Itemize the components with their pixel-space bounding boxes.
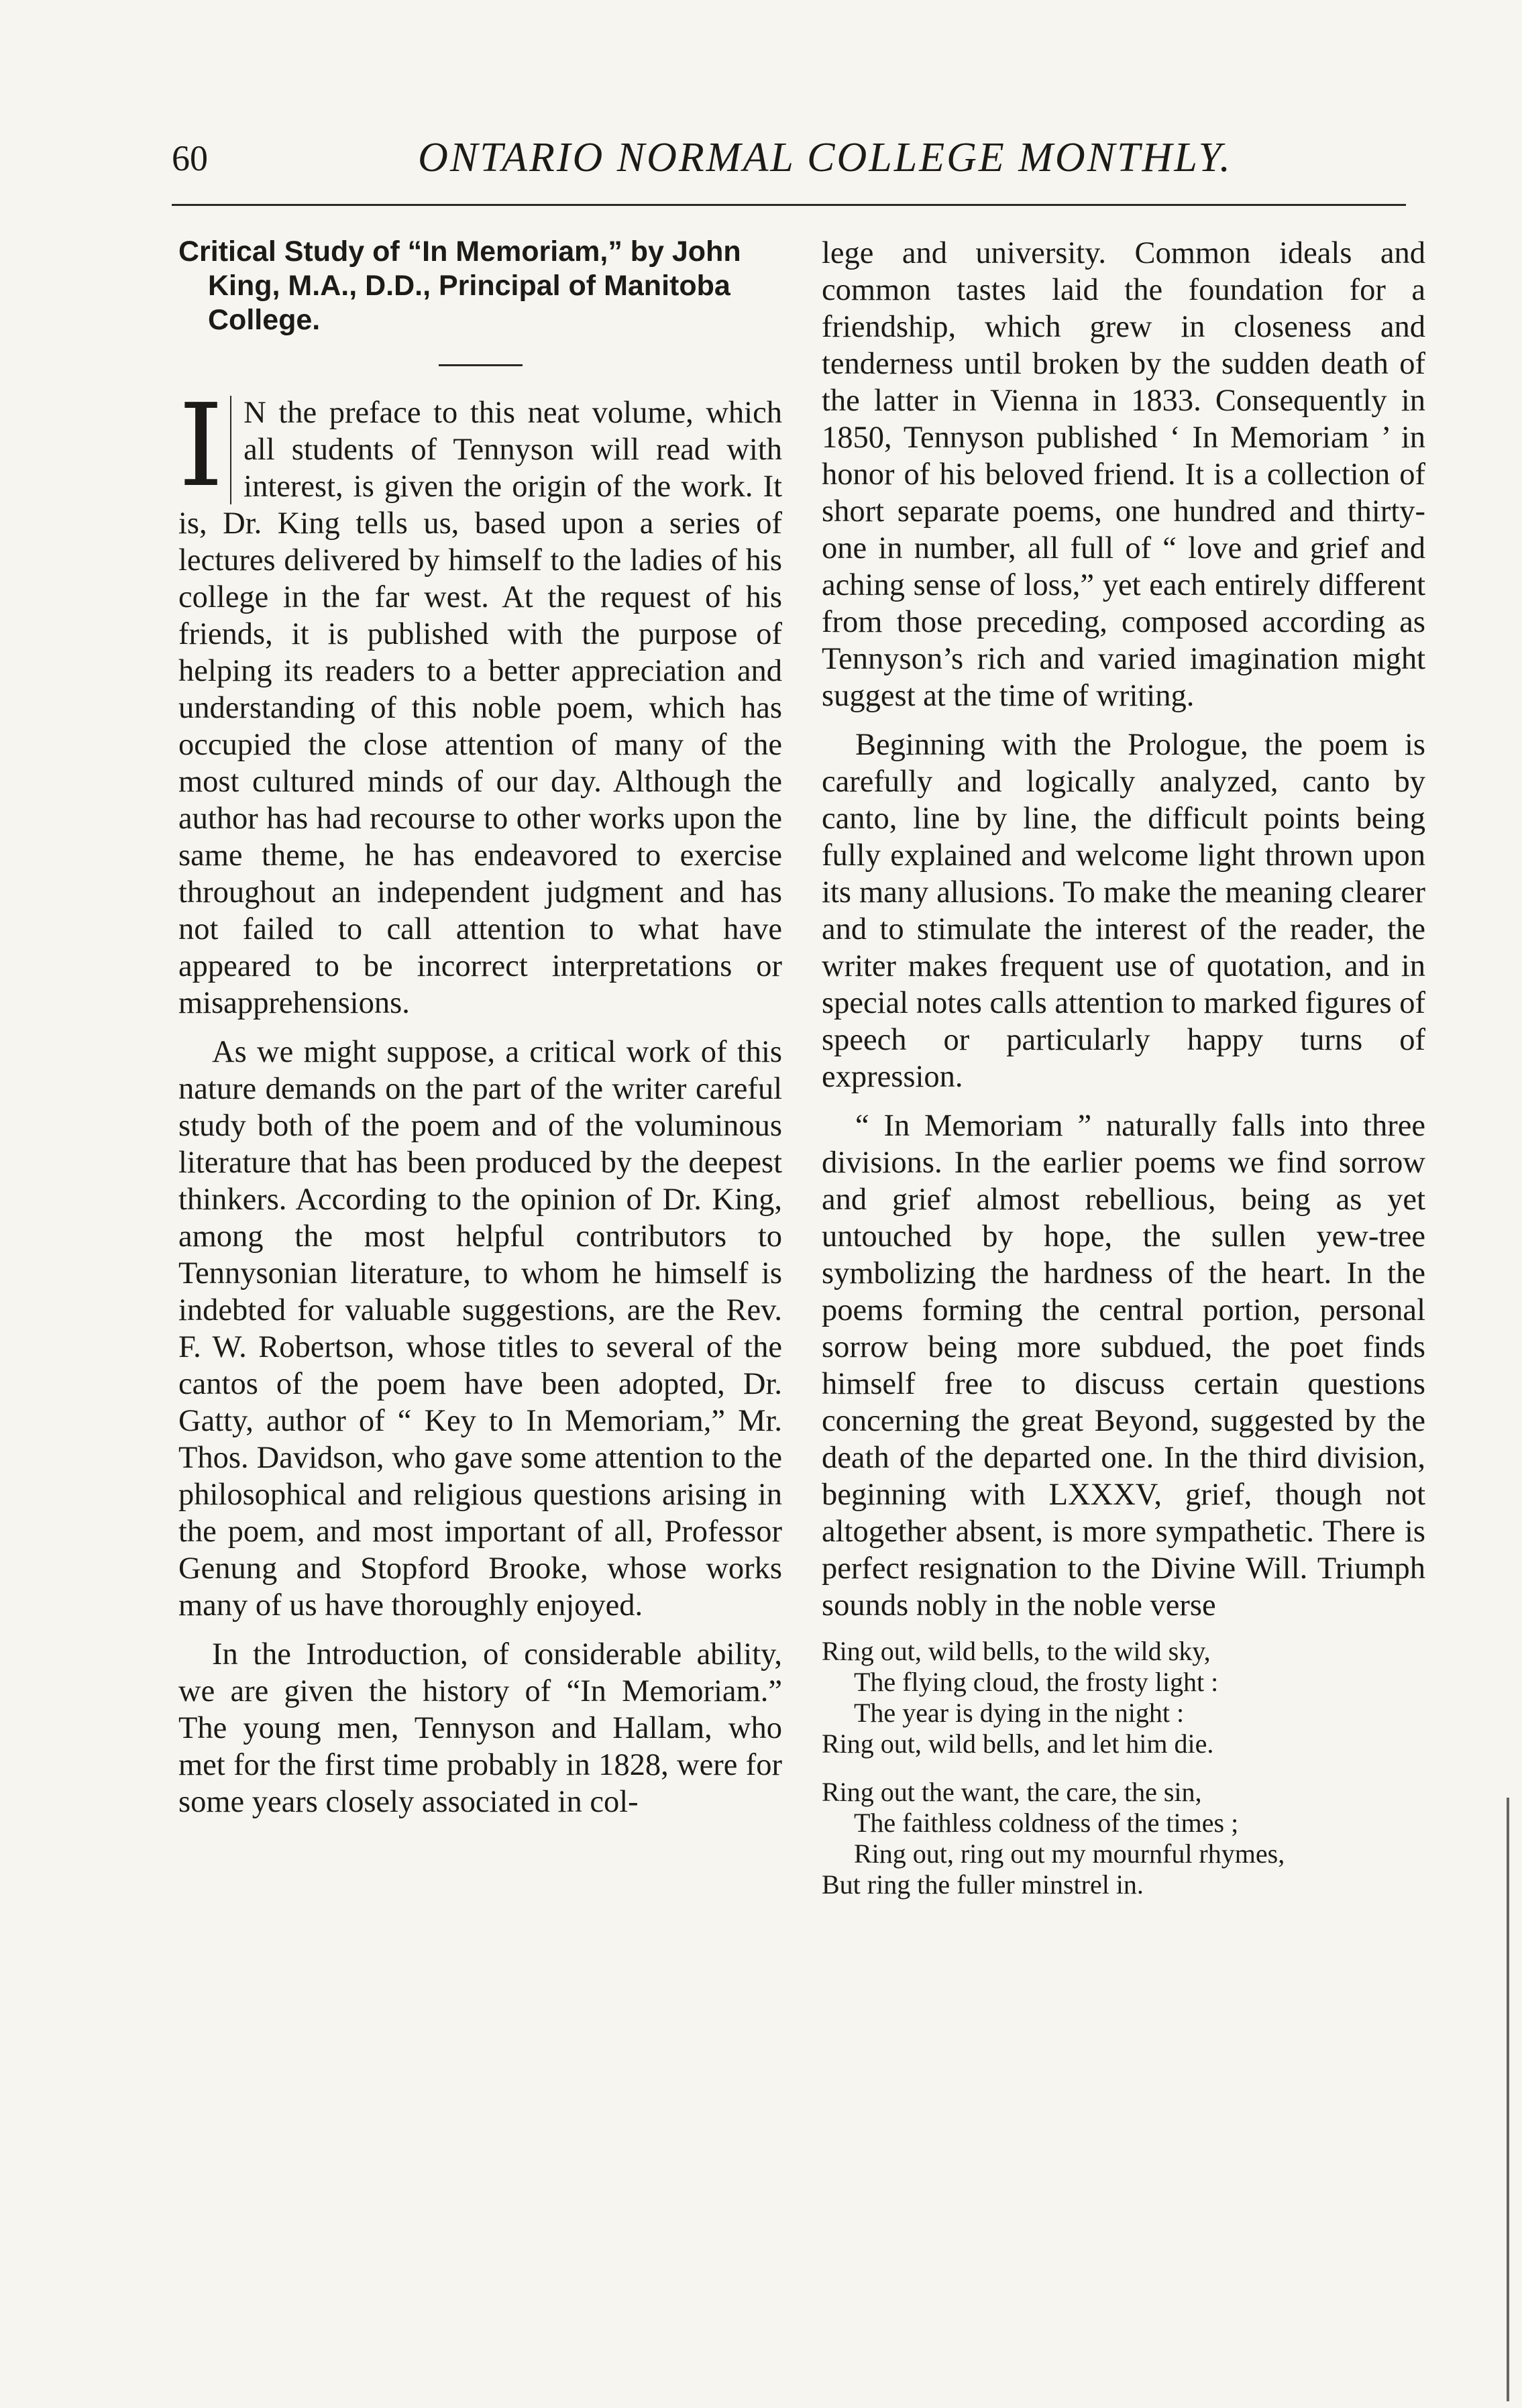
heading-rule [439,364,523,366]
stanza-2 [822,1777,1425,1900]
page-edge-shadow [1507,1798,1509,2401]
paragraph-4: Beginning with the Prologue, the poem is carefully and logically analyzed, canto by canto, line by line, the difficult points being fully explained and welcome light thrown upon its many allusions. To make the meaning clearer and to stimulate the interest of the reader, the writer makes frequent use of quotation, and in special notes calls attention to marked figures of speech or particularly happy turns of expression. [822,728,1426,1094]
verse-line: Ring out, wild bells, and let him die. [822,1729,1214,1759]
verse-line: Ring out, ring out my mournful rhymes, [854,1839,1285,1869]
verse-line: The faithless coldness of the times ; [854,1808,1239,1838]
review-heading: Critical Study of “In Memoriam,” by John King, M.A., D.D., Principal of Manitoba College. [178,235,741,336]
paragraph-3-continued: lege and university. Common ideals and common tastes laid the foundation for a friendship, which grew in closeness and tenderness until broken by the sudden death of the latter in Vienna in 1833. Consequently in 1850, Tennyson published ‘ In Memoriam ’ in honor of his beloved friend. It is a collection of short separate poems, one hundred and thirty-one in number, all full of “ love and grief and aching sense of loss,” yet each entirely different from those preceding, composed according as Tennyson’s rich and varied imagination might suggest at the time of writing. [822,236,1425,713]
left-column [178,235,782,1832]
paragraph-5: “ In Memoriam ” naturally falls into three divisions. In the earlier poems we find sorrow and grief almost rebellious, being as yet untouched by hope, the sullen yew-tree symbolizing the hardness of the heart. In the poems forming the central portion, personal sorrow being more subdued, the poet finds himself free to discuss certain questions concerning the great Beyond, suggested by the death of the departed one. In the third division, beginning with LXXXV, grief, though not altogether absent, is more sympathetic. There is perfect resignation to the Divine Will. Triumph sounds nobly in the noble verse [822,1109,1425,1623]
verse-line: The flying cloud, the frosty light : [854,1667,1219,1697]
verse-line: Ring out, wild bells, to the wild sky, [822,1636,1211,1666]
verse-line: Ring out the want, the care, the sin, [822,1777,1202,1807]
drop-cap: I [178,396,231,504]
verse-line: But ring the fuller minstrel in. [822,1869,1144,1900]
running-title: ONTARIO NORMAL COLLEGE MONTHLY. [418,135,1232,180]
stanza-1 [822,1636,1425,1759]
page-number: 60 [172,138,208,178]
verse-quote [822,1636,1425,1900]
paragraph-3: In the Introduction, of considerable ability, we are given the history of “In Memoriam.” The young men, Tennyson and Hallam, who met for the first time probably in 1828, were for some years closely associated in col- [178,1637,782,1819]
paragraph-1-text: N the preface to this neat volume, which all students of Tennyson will read with interest, is given the origin of the work. It is, Dr. King tells us, based upon a series of lectures delivered by himself to the ladies of his college in the far west. At the request of his friends, it is published with the purpose of helping its readers to a better appreciation and understanding of this noble poem, which has occupied the close attention of many of the most cultured minds of our day. Although the author has had recourse to other works upon the same theme, he has endeavored to exercise throughout an independent judgment and has not failed to call attention to what have appeared to be incorrect interpretations or misapprehensions. [178,396,782,1020]
header-rule [172,204,1406,206]
right-column [822,235,1425,1918]
paragraph-1 [178,380,782,1022]
paragraph-2: As we might suppose, a critical work of this nature demands on the part of the writer careful study both of the poem and of the voluminous literature that has been produced by the deepest thinkers. According to the opinion of Dr. King, among the most helpful contributors to Tennysonian literature, to whom he himself is indebted for valuable suggestions, are the Rev. F. W. Robertson, whose titles to several of the cantos of the poem have been adopted, Dr. Gatty, author of “ Key to In Memoriam,” Mr. Thos. Davidson, who gave some attention to the philosophical and religious questions arising in the poem, and most important of all, Professor Genung and Stopford Brooke, whose works many of us have thoroughly enjoyed. [178,1035,782,1623]
verse-line: The year is dying in the night : [854,1698,1185,1728]
